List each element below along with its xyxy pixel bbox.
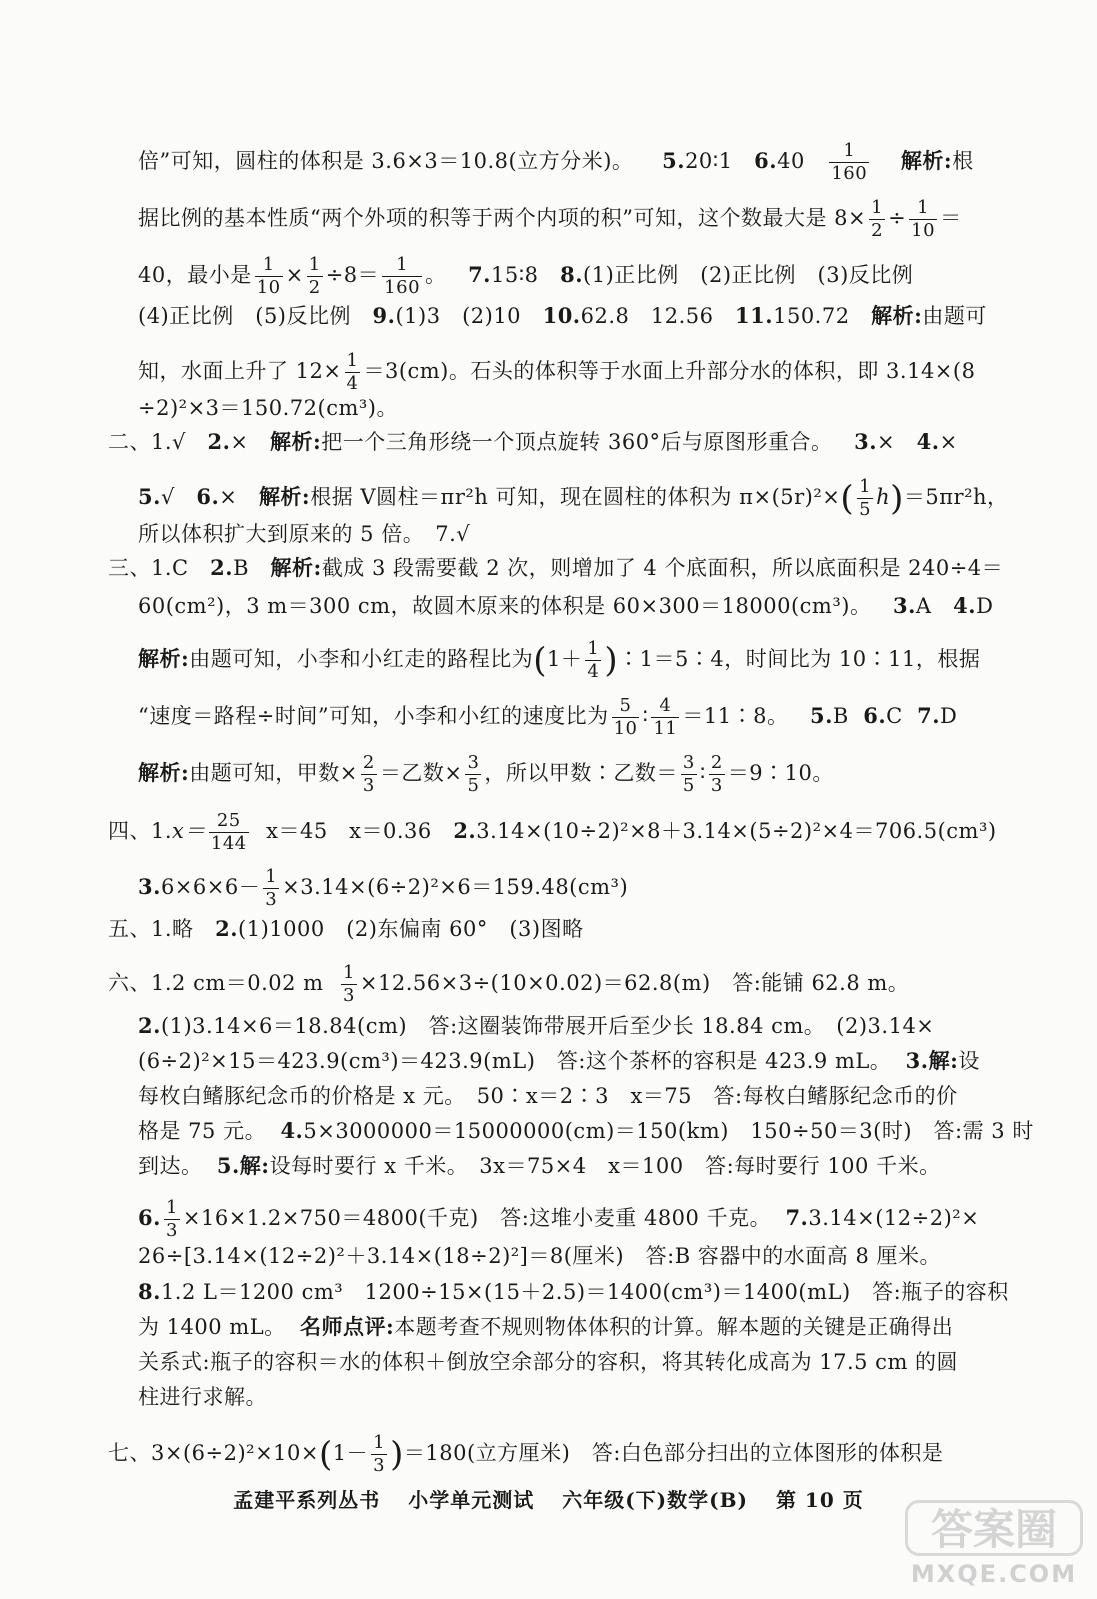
- fraction: $\frac{1}{10}$: [256, 254, 281, 298]
- text-line: 每枚白鳍豚纪念币的价格是 x 元。 50∶x＝2∶3 x＝75 答:每枚白鳍豚纪念币的价: [138, 1084, 958, 1108]
- text-line: 格是 75 元。 4.5×3000000＝15000000(cm)＝150(km) 150÷50＝3(时) 答:需 3 时: [138, 1118, 1034, 1143]
- watermark-site: MXQE.COM: [910, 1560, 1078, 1588]
- fraction: $\frac{2}{3}$: [710, 752, 723, 796]
- text-line: 知，水面上升了 12× $\frac{1}{4}$ ＝3(cm)。石头的体积等于水面上升部分水的体积，即 3.14×(8: [138, 350, 976, 394]
- footer-book: 小学单元测试: [408, 1488, 535, 1512]
- text-line: 二、1.√ 2.× 解析:把一个三角形绕一个顶点旋转 360°后与原图形重合。 3.× 4.×: [108, 429, 958, 454]
- fraction: $\frac{1}{3}$: [342, 962, 355, 1006]
- fraction: $\frac{5}{10}$: [613, 695, 638, 739]
- text-line: “速度＝路程÷时间”可知，小李和小红的速度比为 $\frac{5}{10}$ ∶ $\frac{4}{11}$ ＝11∶8。 5.B 6.C 7.D: [138, 695, 958, 739]
- fraction: $\frac{25}{144}$: [210, 810, 247, 854]
- watermark-logo: [905, 1500, 1083, 1590]
- text-line: 3.6×6×6－ $\frac{1}{3}$ ×3.14×(6÷2)²×6＝159.48(cm³): [138, 866, 629, 910]
- footer-page-number: 第 10 页: [775, 1488, 864, 1512]
- text-line: 解析:由题可知，甲数× $\frac{2}{3}$ ＝乙数× $\frac{3}{5}$ ，所以甲数∶乙数＝ $\frac{3}{5}$ ∶ $\frac{2}{3}$ ＝9∶10。: [138, 752, 834, 796]
- fraction: $\frac{1}{2}$: [308, 254, 321, 298]
- text-line: 柱进行求解。: [138, 1385, 267, 1409]
- text-line: 据比例的基本性质“两个外项的积等于两个内项的积”可知，这个数最大是 8× $\frac{1}{2}$ ÷ $\frac{1}{10}$ ＝: [138, 197, 962, 241]
- text-line: 五、1.略 2.(1)1000 (2)东偏南 60° (3)图略: [108, 916, 584, 941]
- text-line: (6÷2)²×15＝423.9(cm³)＝423.9(mL) 答:这个茶杯的容积是 423.9 mL。 3.解:设: [138, 1048, 980, 1073]
- fraction: $\frac{1}{4}$: [587, 638, 600, 682]
- fraction: $\frac{1}{160}$: [831, 140, 868, 184]
- fraction: $\frac{4}{11}$: [653, 695, 678, 739]
- text-line: 关系式:瓶子的容积＝水的体积＋倒放空余部分的容积，将其转化成高为 17.5 cm 的圆: [138, 1350, 959, 1374]
- fraction: $\frac{1}{4}$: [346, 350, 359, 394]
- fraction: $\frac{1}{3}$: [165, 1197, 178, 1241]
- text-line: 为 1400 mL。 名师点评:本题考查不规则物体体积的计算。解本题的关键是正确得出: [138, 1314, 954, 1339]
- text-line: 26÷[3.14×(12÷2)²＋3.14×(18÷2)²]＝8(厘米) 答:B 容器中的水面高 8 厘米。: [138, 1244, 942, 1268]
- text-line: 四、1.x＝ $\frac{25}{144}$ x＝45 x＝0.36 2.3.14×(10÷2)²×8＋3.14×(5÷2)²×4＝706.5(cm³): [108, 810, 997, 854]
- text-line: ÷2)²×3＝150.72(cm³)。: [138, 396, 398, 420]
- fraction: $\frac{3}{5}$: [682, 752, 695, 796]
- fraction: $\frac{1}{160}$: [384, 254, 421, 298]
- fraction: $\frac{3}{5}$: [467, 752, 480, 796]
- text-line: 60(cm²)，3 m＝300 cm，故圆木原来的体积是 60×300＝18000(cm³)。 3.A 4.D: [138, 593, 994, 618]
- text-line: 2.(1)3.14×6＝18.84(cm) 答:这圈装饰带展开后至少长 18.84 cm。 (2)3.14×: [138, 1013, 935, 1038]
- watermark-logo-text: 答案圈: [905, 1500, 1083, 1556]
- text-line: 解析:由题可知，小李和小红走的路程比为(1＋ $\frac{1}{4}$ )∶1＝5∶4，时间比为 10∶11，根据: [138, 638, 981, 682]
- text-line: 所以体积扩大到原来的 5 倍。 7.√: [138, 522, 471, 546]
- fraction: $\frac{2}{3}$: [362, 752, 375, 796]
- fraction: $\frac{1}{3}$: [373, 1432, 386, 1476]
- text-line: 三、1.C 2.B 解析:截成 3 段需要截 2 次，则增加了 4 个底面积，所以底面积是 240÷4＝: [108, 555, 1004, 580]
- footer-series: 孟建平系列丛书: [233, 1488, 381, 1512]
- text-line: 40，最小是 $\frac{1}{10}$ × $\frac{1}{2}$ ÷8＝ $\frac{1}{160}$ 。 7.15∶8 8.(1)正比例 (2)正比例 (3)反比例: [138, 254, 914, 298]
- text-line: 到达。 5.解:设每时要行 x 千米。 3x＝75×4 x＝100 答:每时要行 100 千米。: [138, 1153, 941, 1178]
- text-line: 倍”可知，圆柱的体积是 3.6×3＝10.8(立方分米)。 5.20∶1 6.40 $\frac{1}{160}$ 解析:根: [138, 140, 974, 184]
- text-line: 六、1.2 cm＝0.02 m $\frac{1}{3}$ ×12.56×3÷(10×0.02)＝62.8(m) 答:能铺 62.8 m。: [108, 962, 910, 1006]
- text-line: 8.1.2 L＝1200 cm³ 1200÷15×(15＋2.5)＝1400(cm³)＝1400(mL) 答:瓶子的容积: [138, 1279, 1009, 1304]
- text-line: 6. $\frac{1}{3}$ ×16×1.2×750＝4800(千克) 答:这堆小麦重 4800 千克。 7.3.14×(12÷2)²×: [138, 1197, 980, 1241]
- fraction: $\frac{1}{10}$: [911, 197, 936, 241]
- footer-grade: 六年级(下)数学(B): [562, 1488, 748, 1512]
- text-line: 七、3×(6÷2)²×10×(1－ $\frac{1}{3}$ )＝180(立方厘米) 答:白色部分扫出的立体图形的体积是: [108, 1432, 944, 1476]
- text-line: 5.√ 6.× 解析:根据 V圆柱＝πr²h 可知，现在圆柱的体积为 π×(5r)²×( $\frac{1}{5}$ h)＝5πr²h，: [138, 476, 1009, 520]
- fraction: $\frac{1}{2}$: [871, 197, 884, 241]
- fraction: $\frac{1}{5}$: [859, 476, 872, 520]
- text-line: (4)正比例 (5)反比例 9.(1)3 (2)10 10.62.8 12.56 11.150.72 解析:由题可: [138, 303, 987, 328]
- fraction: $\frac{1}{3}$: [265, 866, 278, 910]
